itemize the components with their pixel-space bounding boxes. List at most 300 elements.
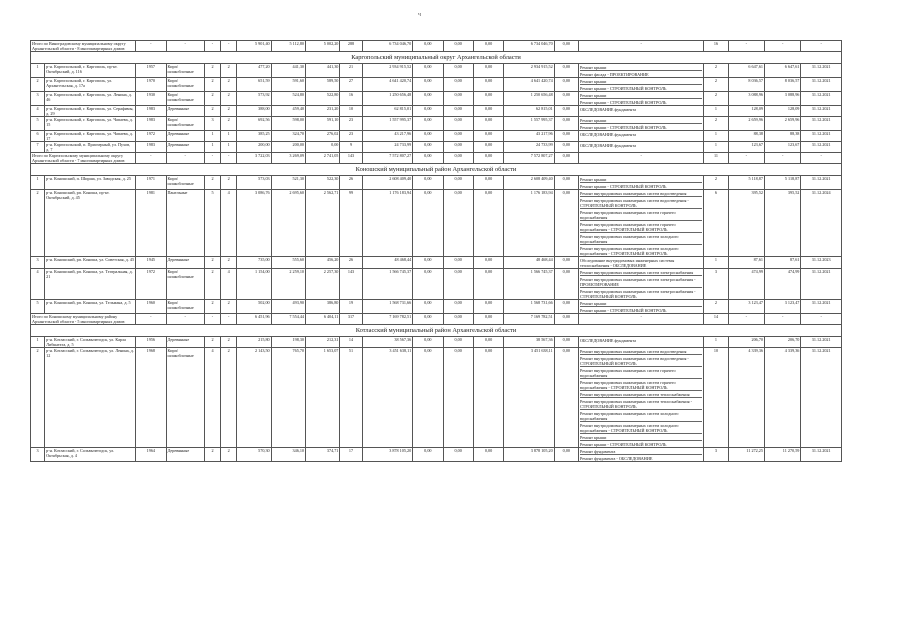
table-row xyxy=(31,337,842,348)
year-cell: 1970 xyxy=(136,78,166,92)
owners-cell: 43 217,96 xyxy=(504,131,555,142)
work-item: Обследование внутридомовых инженерных системы теплоснабжения - ОБСЛЕДОВАНИЕ xyxy=(579,257,675,268)
local-cell: 0,00 xyxy=(473,348,503,448)
material-cell: Деревянные xyxy=(166,142,204,153)
work-item: Ремонт крыши - СТРОИТЕЛЬНЫЙ КОНТРОЛЬ xyxy=(579,307,667,313)
work-item: Ремонт внутридомовых инженерных систем горячего водоснабжения xyxy=(580,209,702,221)
row-number: 4 xyxy=(31,106,45,117)
table-row xyxy=(31,448,842,462)
region-cell: 0,00 xyxy=(443,142,473,153)
work-item: Ремонт внутридомовых инженерных систем холодного водоснабжения xyxy=(580,410,702,422)
works-count-cell: 2 xyxy=(704,78,728,92)
section-total-row xyxy=(31,314,842,325)
cost-cell: 3 878 105,20 xyxy=(362,448,413,462)
residents-cell: 9 xyxy=(340,142,362,153)
row-number: 3 xyxy=(31,448,45,462)
floors-cell: 2 xyxy=(204,300,220,314)
row-number: 1 xyxy=(31,337,45,348)
work-item: Ремонт крыши xyxy=(580,117,702,124)
works-cell xyxy=(578,92,703,106)
area-total-cell: 1 154,00 xyxy=(237,269,271,300)
area-living-cell: 346,10 xyxy=(271,448,305,462)
works-count-cell: 14 xyxy=(704,314,728,325)
total-cell: 6 404,11 xyxy=(306,314,340,325)
area-total-cell: 3 086,76 xyxy=(237,190,271,257)
works-count-cell: 11 xyxy=(704,153,728,164)
year-cell: 1968 xyxy=(136,348,166,448)
owners-cell: 38 567,36 xyxy=(504,337,555,348)
unit-cost-limit-cell: 88,38 xyxy=(765,131,801,142)
entrances-cell: 2 xyxy=(221,92,237,106)
deadline-cell: 31.12.2021 xyxy=(801,78,842,92)
deadline-cell: 31.12.2021 xyxy=(801,106,842,117)
work-item: Ремонт внутридомовых инженерных систем теплоснабжения xyxy=(580,391,702,398)
address-cell: р-н. Каргопольский, г. Каргополь, ул. Ленина, д. 46 xyxy=(45,92,136,106)
work-item: Ремонт крыши xyxy=(580,434,702,441)
unit-cost-limit-cell: 87,61 xyxy=(765,257,801,269)
total-cell: 3 722,03 xyxy=(237,153,271,164)
dash-cell: - xyxy=(204,153,220,164)
total-cell: 6 451,96 xyxy=(237,314,271,325)
work-item: Ремонт внутридомовых инженерных систем электроснабжения xyxy=(580,269,702,276)
owners-cell: 48 468,44 xyxy=(504,257,555,269)
work-item: Ремонт фасада - ПРОЕКТИРОВАНИЕ xyxy=(579,71,649,77)
other-cell: 0,00 xyxy=(554,131,578,142)
year-cell: 1972 xyxy=(136,131,166,142)
material-cell: Кирп/ шлакоблочные xyxy=(166,269,204,300)
table-row xyxy=(31,106,842,117)
residents-cell: 27 xyxy=(340,78,362,92)
area-private-cell: 231,20 xyxy=(306,106,340,117)
area-private-cell: 2 257,30 xyxy=(306,269,340,300)
area-living-cell: 2 695,60 xyxy=(271,190,305,257)
works-count-cell: 1 xyxy=(704,337,728,348)
deadline-cell: 31.12.2021 xyxy=(801,176,842,190)
year-cell: 1983 xyxy=(136,106,166,117)
unit-cost-cell: 6 647,61 xyxy=(728,64,764,78)
area-total-cell: 215,80 xyxy=(237,337,271,348)
region-cell: 0,00 xyxy=(443,348,473,448)
unit-cost-cell: 474,99 xyxy=(728,269,764,300)
works-cell xyxy=(578,190,703,257)
works-cell xyxy=(578,117,703,131)
work-item: ОБСЛЕДОВАНИЕ фундамента xyxy=(579,106,636,112)
year-cell: 1960 xyxy=(136,300,166,314)
works-count-cell: 2 xyxy=(704,64,728,78)
deadline-cell: 31.12.2021 xyxy=(801,300,842,314)
deadline-cell: 31.12.2021 xyxy=(801,117,842,131)
region-cell: 0,00 xyxy=(443,78,473,92)
dash-cell: - xyxy=(166,314,204,325)
area-total-cell: 200,00 xyxy=(237,142,271,153)
works-cell xyxy=(578,448,703,462)
dash-cell: - xyxy=(221,153,237,164)
entrances-cell: 2 xyxy=(221,300,237,314)
works-count-cell: 6 xyxy=(704,190,728,257)
address-cell: р-н. Каргопольский, г. Каргополь, пр-кт. Октябрьский, д. 116 xyxy=(45,64,136,78)
deadline-cell: 31.12.2021 xyxy=(801,269,842,300)
fund-cell: 0,00 xyxy=(413,300,443,314)
works-count-cell: 2 xyxy=(704,117,728,131)
area-private-cell: 212,31 xyxy=(306,337,340,348)
material-cell: Кирп/ шлакоблочные xyxy=(166,92,204,106)
cost-cell: 1 568 731,66 xyxy=(362,300,413,314)
work-item: Ремонт крыши xyxy=(580,78,702,85)
year-cell: 1971 xyxy=(136,176,166,190)
material-cell: Деревянные xyxy=(166,106,204,117)
total-label: Итого по Коношскому муниципальному району Архангельской области - 5 многоквартирных домов: xyxy=(31,314,136,325)
owners-cell: 3 451 638,11 xyxy=(504,348,555,448)
deadline-cell: 31.12.2021 xyxy=(801,64,842,78)
work-item: Ремонт крыши - СТРОИТЕЛЬНЫЙ КОНТРОЛЬ xyxy=(579,99,667,105)
total-cell: 2 741,05 xyxy=(306,153,340,164)
other-cell: 0,00 xyxy=(554,117,578,131)
residents-cell: 99 xyxy=(340,190,362,257)
unit-cost-limit-cell: 128,09 xyxy=(765,106,801,117)
cost-cell: 2 608 409,40 xyxy=(362,176,413,190)
year-cell: 1983 xyxy=(136,142,166,153)
other-cell: 0,00 xyxy=(554,348,578,448)
dash-cell: - xyxy=(204,314,220,325)
area-living-cell: 198,30 xyxy=(271,337,305,348)
total-cell: 7 572 807,27 xyxy=(362,153,413,164)
works-count-cell: 3 xyxy=(704,269,728,300)
other-cell: 0,00 xyxy=(554,64,578,78)
local-cell: 0,00 xyxy=(473,78,503,92)
area-private-cell: 522,30 xyxy=(306,176,340,190)
floors-cell: 1 xyxy=(204,131,220,142)
section-total-row xyxy=(31,153,842,164)
other-cell: 0,00 xyxy=(554,106,578,117)
area-private-cell: 591,10 xyxy=(306,117,340,131)
work-item: Ремонт внутридомовых инженерных систем электроснабжения - СТРОИТЕЛЬНЫЙ КОНТРОЛЬ xyxy=(579,288,696,299)
unit-cost-limit-cell: 206,70 xyxy=(765,337,801,348)
other-cell: 0,00 xyxy=(554,337,578,348)
unit-cost-cell: 87,61 xyxy=(728,257,764,269)
unit-cost-limit-cell: 4 339,36 xyxy=(765,348,801,448)
floors-cell: 2 xyxy=(204,78,220,92)
works-count-cell: 2 xyxy=(704,300,728,314)
region-cell: 0,00 xyxy=(443,300,473,314)
total-cell: 7 169 782,51 xyxy=(362,314,413,325)
row-number: 2 xyxy=(31,190,45,257)
address-cell: р-н. Каргопольский, п. Приозерный, ул. Пухов, д. 7 xyxy=(45,142,136,153)
table-row xyxy=(31,269,842,300)
section-title: Каргопольский муниципальный округ Архангельской области xyxy=(31,52,842,64)
work-item: Ремонт внутридомовых инженерных систем холодного водоснабжения xyxy=(580,233,702,245)
region-cell: 0,00 xyxy=(443,176,473,190)
residents-cell: 26 xyxy=(340,257,362,269)
section-title: Коношский муниципальный район Архангельской области xyxy=(31,164,842,176)
total-cell: 7 554,44 xyxy=(271,314,305,325)
other-cell: 0,00 xyxy=(554,176,578,190)
entrances-cell: 2 xyxy=(221,117,237,131)
entrances-cell: 2 xyxy=(221,348,237,448)
area-living-cell: 459,40 xyxy=(271,106,305,117)
total-cell: 0,00 xyxy=(554,314,578,325)
work-item: Ремонт фундамента xyxy=(580,448,702,455)
works-count-cell: 1 xyxy=(704,257,728,269)
owners-cell: 2 934 915,52 xyxy=(504,64,555,78)
residents-cell: 23 xyxy=(340,117,362,131)
unit-cost-limit-cell: 2 659,96 xyxy=(765,117,801,131)
residents-cell: 26 xyxy=(340,176,362,190)
area-private-cell: 522,80 xyxy=(306,92,340,106)
address-cell: р-н. Коношский, п. Ширша, ул. Заводская, д. 25 xyxy=(45,176,136,190)
residents-cell: 14 xyxy=(340,337,362,348)
region-cell: 0,00 xyxy=(443,190,473,257)
other-cell: 0,00 xyxy=(554,190,578,257)
dash-cell: - xyxy=(221,314,237,325)
total-cell: 0,00 xyxy=(443,314,473,325)
total-label: Итого по Виноградовскому муниципальному округу Архангельской области - 8 многоквартирных домов: xyxy=(31,41,136,52)
deadline-cell: 31.12.2023 xyxy=(801,257,842,269)
residents-cell: 17 xyxy=(340,448,362,462)
fund-cell: 0,00 xyxy=(413,142,443,153)
dash-cell: - xyxy=(136,153,166,164)
total-cell: 7 572 807,27 xyxy=(504,153,555,164)
year-cell: 1945 xyxy=(136,257,166,269)
year-cell: 1983 xyxy=(136,117,166,131)
table-row xyxy=(31,64,842,78)
table-row xyxy=(31,176,842,190)
work-item: Ремонт фундамента - ОБСЛЕДОВАНИЕ xyxy=(579,455,653,461)
address-cell: р-н. Коношский, рп. Коноша, ул. Тельмана, д. 5 xyxy=(45,300,136,314)
owners-cell: 1 557 995,37 xyxy=(504,117,555,131)
capital-repair-register-table xyxy=(30,40,842,462)
work-item: Ремонт внутридомовых инженерных систем водоотведения - СТРОИТЕЛЬНЫЙ КОНТРОЛЬ xyxy=(580,355,702,367)
table-row xyxy=(31,300,842,314)
material-cell: Кирп/ шлакоблочные xyxy=(166,176,204,190)
works-count-cell: 1 xyxy=(704,142,728,153)
dash-cell: - xyxy=(728,314,764,325)
work-item: Ремонт крыши xyxy=(580,64,702,71)
fund-cell: 0,00 xyxy=(413,131,443,142)
dash-cell: - xyxy=(728,153,764,164)
deadline-cell: 31.12.2021 xyxy=(801,348,842,448)
row-number: 3 xyxy=(31,92,45,106)
unit-cost-limit-cell: 6 647,61 xyxy=(765,64,801,78)
residents-cell: 16 xyxy=(340,92,362,106)
entrances-cell: 2 xyxy=(221,64,237,78)
table-row xyxy=(31,257,842,269)
other-cell: 0,00 xyxy=(554,300,578,314)
area-living-cell: 591,60 xyxy=(271,78,305,92)
works-cell xyxy=(578,176,703,190)
area-total-cell: 573,03 xyxy=(237,176,271,190)
address-cell: р-н. Каргопольский, г. Каргополь, ул. Чапаева, д. 15 xyxy=(45,117,136,131)
unit-cost-cell: 3 088,96 xyxy=(728,92,764,106)
works-cell xyxy=(578,131,703,142)
region-cell: 0,00 xyxy=(443,131,473,142)
local-cell: 0,00 xyxy=(473,190,503,257)
deadline-cell: 31.12.2021 xyxy=(801,142,842,153)
work-item: Ремонт внутридомовых инженерных систем холодного водоснабжения - СТРОИТЕЛЬНЫЙ КОНТРОЛЬ xyxy=(579,245,679,256)
local-cell: 0,00 xyxy=(473,257,503,269)
region-cell: 0,00 xyxy=(443,269,473,300)
total-cell: 3 269,09 xyxy=(271,153,305,164)
address-cell: р-н. Каргопольский, г. Каргополь, ул. Серафимы, д. 29 xyxy=(45,106,136,117)
total-cell: 0,00 xyxy=(473,153,503,164)
unit-cost-cell: 128,09 xyxy=(728,106,764,117)
work-item: Ремонт крыши - СТРОИТЕЛЬНЫЙ КОНТРОЛЬ xyxy=(579,183,667,189)
unit-cost-cell: 4 339,36 xyxy=(728,348,764,448)
total-label: Итого по Каргопольскому муниципальному округу Архангельской области - 7 многоквартирных домов: xyxy=(31,153,136,164)
unit-cost-cell: 88,38 xyxy=(728,131,764,142)
deadline-cell: 31.12.2021 xyxy=(801,92,842,106)
works-cell xyxy=(578,142,703,153)
fund-cell: 0,00 xyxy=(413,106,443,117)
address-cell: р-н. Котласский, г. Сольвычегодск, ул. Карла Либкнехта, д. 5 xyxy=(45,337,136,348)
floors-cell: 2 xyxy=(204,176,220,190)
row-number: 5 xyxy=(31,117,45,131)
row-number: 2 xyxy=(31,78,45,92)
table-row xyxy=(31,117,842,131)
dash-cell: - xyxy=(578,314,703,325)
year-cell: 1981 xyxy=(136,190,166,257)
area-total-cell: 735,00 xyxy=(237,257,271,269)
residents-cell: 10 xyxy=(340,106,362,117)
work-item: Ремонт крыши xyxy=(580,300,702,307)
cost-cell: 48 468,44 xyxy=(362,257,413,269)
floors-cell: 2 xyxy=(204,92,220,106)
cost-cell: 3 451 638,11 xyxy=(362,348,413,448)
entrances-cell: 2 xyxy=(221,78,237,92)
region-cell: 0,00 xyxy=(443,257,473,269)
works-count-cell: 3 xyxy=(704,448,728,462)
work-item: Ремонт крыши - СТРОИТЕЛЬНЫЙ КОНТРОЛЬ xyxy=(579,124,667,130)
area-living-cell: 765,70 xyxy=(271,348,305,448)
entrances-cell: 4 xyxy=(221,269,237,300)
material-cell: Кирп/ шлакоблочные xyxy=(166,64,204,78)
row-number: 5 xyxy=(31,300,45,314)
total-cell: 317 xyxy=(340,314,362,325)
unit-cost-cell: 3 123,47 xyxy=(728,300,764,314)
address-cell: р-н. Котласский, г. Сольвычегодск, ул. Ленина, д. 12 xyxy=(45,348,136,448)
material-cell: Деревянные xyxy=(166,131,204,142)
other-cell: 0,00 xyxy=(554,269,578,300)
area-private-cell: 0,00 xyxy=(306,142,340,153)
total-cell: 0,00 xyxy=(443,153,473,164)
region-cell: 0,00 xyxy=(443,92,473,106)
total-cell: 7 169 782,51 xyxy=(504,314,555,325)
owners-cell: 4 641 420,74 xyxy=(504,78,555,92)
total-cell: 143 xyxy=(340,153,362,164)
address-cell: р-н. Каргопольский, г. Каргополь, ул. Архангельская, д. 17а xyxy=(45,78,136,92)
year-cell: 1930 xyxy=(136,92,166,106)
fund-cell: 0,00 xyxy=(413,269,443,300)
material-cell: Кирп/ шлакоблочные xyxy=(166,78,204,92)
cost-cell: 4 641 420,74 xyxy=(362,78,413,92)
entrances-cell: 2 xyxy=(221,106,237,117)
area-private-cell: 374,71 xyxy=(306,448,340,462)
area-total-cell: 692,56 xyxy=(237,117,271,131)
region-cell: 0,00 xyxy=(443,64,473,78)
local-cell: 0,00 xyxy=(473,117,503,131)
unit-cost-cell: 123,67 xyxy=(728,142,764,153)
year-cell: 1956 xyxy=(136,337,166,348)
section-title: Котласский муниципальный район Архангельской области xyxy=(31,325,842,337)
area-living-cell: 2 259,10 xyxy=(271,269,305,300)
local-cell: 0,00 xyxy=(473,176,503,190)
work-item: Ремонт внутридомовых инженерных систем электроснабжения - ПРОЕКТИРОВАНИЕ xyxy=(580,276,702,288)
owners-cell: 62 815,01 xyxy=(504,106,555,117)
region-cell: 0,00 xyxy=(443,117,473,131)
unit-cost-cell: 206,70 xyxy=(728,337,764,348)
material-cell: Кирп/ шлакоблочные xyxy=(166,300,204,314)
work-item: Ремонт крыши xyxy=(580,176,702,183)
work-item: Ремонт внутридомовых инженерных систем водоотведения - СТРОИТЕЛЬНЫЙ КОНТРОЛЬ xyxy=(580,197,702,209)
row-number: 3 xyxy=(31,257,45,269)
area-living-cell: 441,30 xyxy=(271,64,305,78)
row-number: 1 xyxy=(31,64,45,78)
material-cell: Кирп/ шлакоблочные xyxy=(166,117,204,131)
cost-cell: 43 217,96 xyxy=(362,131,413,142)
entrances-cell: 2 xyxy=(221,176,237,190)
floors-cell: 2 xyxy=(204,257,220,269)
fund-cell: 0,00 xyxy=(413,92,443,106)
area-living-cell: 521,30 xyxy=(271,176,305,190)
work-item: Ремонт внутридомовых инженерных систем холодного водоснабжения - СТРОИТЕЛЬНЫЙ КОНТРОЛЬ xyxy=(580,422,702,434)
dash-cell: - xyxy=(801,314,842,325)
work-item: Ремонт внутридомовых инженерных систем водоотведения xyxy=(580,348,702,355)
area-living-cell: 200,00 xyxy=(271,142,305,153)
row-number: 7 xyxy=(31,142,45,153)
unit-cost-cell: 395,52 xyxy=(728,190,764,257)
area-total-cell: 477,20 xyxy=(237,64,271,78)
floors-cell: 3 xyxy=(204,117,220,131)
table-row xyxy=(31,78,842,92)
total-cell: 0,00 xyxy=(413,153,443,164)
unit-cost-cell: 11 272,25 xyxy=(728,448,764,462)
other-cell: 0,00 xyxy=(554,448,578,462)
table-row xyxy=(31,131,842,142)
address-cell: р-н. Коношский, рп. Коноша, ул. Советская, д. 45 xyxy=(45,257,136,269)
area-total-cell: 2 143,50 xyxy=(237,348,271,448)
dash-cell: - xyxy=(765,153,801,164)
cost-cell: 1 557 995,37 xyxy=(362,117,413,131)
work-item: Ремонт крыши xyxy=(580,92,702,99)
total-cell: 0,00 xyxy=(554,153,578,164)
local-cell: 0,00 xyxy=(473,269,503,300)
material-cell: Деревянные xyxy=(166,337,204,348)
total-cell: 0,00 xyxy=(413,314,443,325)
table-row xyxy=(31,348,842,448)
dash-cell: - xyxy=(578,153,703,164)
unit-cost-limit-cell: 395,52 xyxy=(765,190,801,257)
work-item: ОБСЛЕДОВАНИЕ фундамента xyxy=(579,142,636,148)
works-cell xyxy=(578,106,703,117)
floors-cell: 2 xyxy=(204,269,220,300)
unit-cost-cell: 5 118,87 xyxy=(728,176,764,190)
year-cell: 1972 xyxy=(136,269,166,300)
table-row xyxy=(31,142,842,153)
fund-cell: 0,00 xyxy=(413,257,443,269)
cost-cell: 1 250 656,48 xyxy=(362,92,413,106)
address-cell: р-н. Коношский, рп. Коноша, пр-кт. Октябрьский, д. 45 xyxy=(45,190,136,257)
area-private-cell: 2 562,71 xyxy=(306,190,340,257)
entrances-cell: 2 xyxy=(221,257,237,269)
row-number: 1 xyxy=(31,176,45,190)
local-cell: 0,00 xyxy=(473,448,503,462)
unit-cost-cell: 2 659,96 xyxy=(728,117,764,131)
floors-cell: 2 xyxy=(204,106,220,117)
dash-cell: - xyxy=(166,153,204,164)
owners-cell: 3 878 105,20 xyxy=(504,448,555,462)
works-cell xyxy=(578,78,703,92)
row-number: 2 xyxy=(31,348,45,448)
floors-cell: 2 xyxy=(204,64,220,78)
